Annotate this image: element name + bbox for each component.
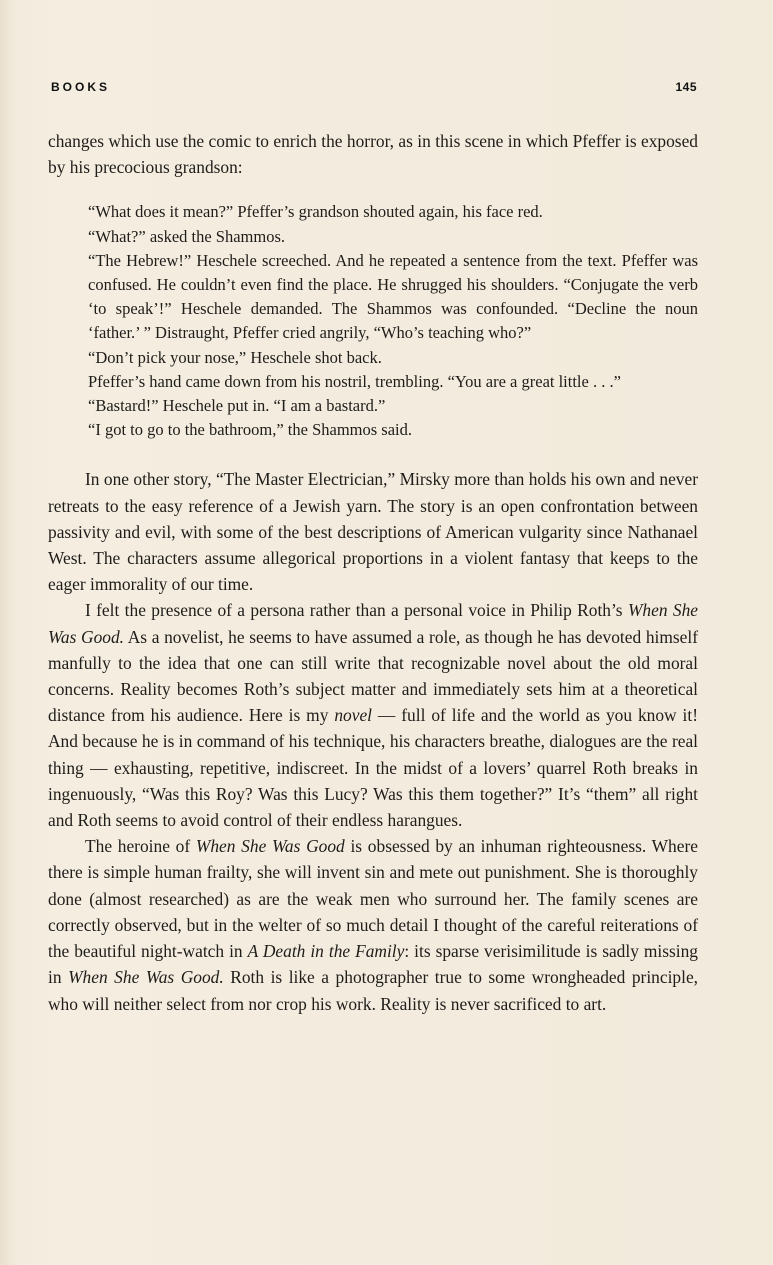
page-number: 145 [675, 80, 697, 94]
quoted-excerpt [88, 200, 698, 442]
quote-line: “The Hebrew!” Heschele screeched. And he repeated a sentence from the text. Pfeffer was confused. He couldn’t even find the place. He shrugged his shoulders. “Conjugate the verb ‘to speak’!” Heschele demanded. The Shammos was confounded. “Decline the noun ‘father.’ ” Distraught, Pfeffer cried angrily, “Who’s teaching who?” [88, 250, 698, 343]
book-title: When She Was Good. [68, 967, 224, 988]
heroine-paragraph-text: : its sparse verisimilitude is sadly missing in [48, 941, 698, 988]
quote-line: “Don’t pick your nose,” Heschele shot back. [88, 347, 382, 367]
master-electrician-paragraph: In one other story, “The Master Electrician,” Mirsky more than holds his own and never retreats to the easy reference of a Jewish yarn. The story is an open confrontation between passivity and evil, with some of the best descriptions of American vulgarity since Nathanael West. The characters assume allegorical proportions in a violent fantasy that keeps to the eager immorality of our time. [48, 469, 698, 595]
book-title: When She Was Good [195, 836, 345, 857]
quote-line: “Bastard!” Heschele put in. “I am a bastard.” [88, 396, 386, 416]
book-title: A Death in the Family [247, 941, 405, 962]
roth-paragraph-text: — full of life and the world as you know it! And because he is in command of his technique, his characters breathe, dialogues are the real thing — exhausting, repetitive, indiscreet. In the midst of a lovers’ quarrel Roth breaks in ingenuously, “Was this Roy? Was this Lucy? Was this them together?” It’s “them” all right and Roth seems to avoid control of their endless harangues. [48, 705, 699, 831]
quote-line: “What does it mean?” Pfeffer’s grandson shouted again, his face red. [88, 202, 543, 222]
roth-paragraph-text: As a novelist, he seems to have assumed a role, as though he has devoted himself manfully to the idea that one can still write that recognizable novel about the old moral concerns. Reality becomes Roth’s subject matter and immediately sets him at a theoretical distance from his audience. Here is my [48, 626, 698, 726]
heroine-paragraph-text: Roth is like a photographer true to some wrongheaded principle, who will neither select from nor crop his work. Reality is never sacrificed to art. [48, 967, 699, 1014]
heroine-paragraph-text: is obsessed by an inhuman righteousness. Where there is simple human frailty, she will invent sin and mete out punishment. She is thoroughly done (almost researched) as are the weak men who surround her. The family scenes are correctly observed, but in the welter of so much detail I thought of the careful reiterations of the beautiful night-watch in [48, 836, 698, 962]
roth-paragraph-text: I felt the presence of a persona rather than a personal voice in Philip Roth’s [85, 600, 628, 621]
quote-line: Pfeffer’s hand came down from his nostril, trembling. “You are a great little . . .” [88, 371, 621, 391]
emphasis-word: novel [334, 705, 372, 726]
intro-paragraph: changes which use the comic to enrich the horror, as in this scene in which Pfeffer is exposed by his precocious grandson: [48, 131, 698, 178]
heroine-paragraph [48, 833, 698, 1016]
page-body [48, 128, 698, 1017]
quote-line: “What?” asked the Shammos. [88, 226, 286, 246]
running-header [51, 80, 697, 100]
roth-paragraph [48, 597, 698, 833]
book-title: When She Was Good. [48, 600, 698, 647]
quote-line: “I got to go to the bathroom,” the Shammos said. [88, 420, 412, 440]
heroine-paragraph-text: The heroine of [85, 836, 196, 857]
section-label: BOOKS [51, 80, 111, 94]
